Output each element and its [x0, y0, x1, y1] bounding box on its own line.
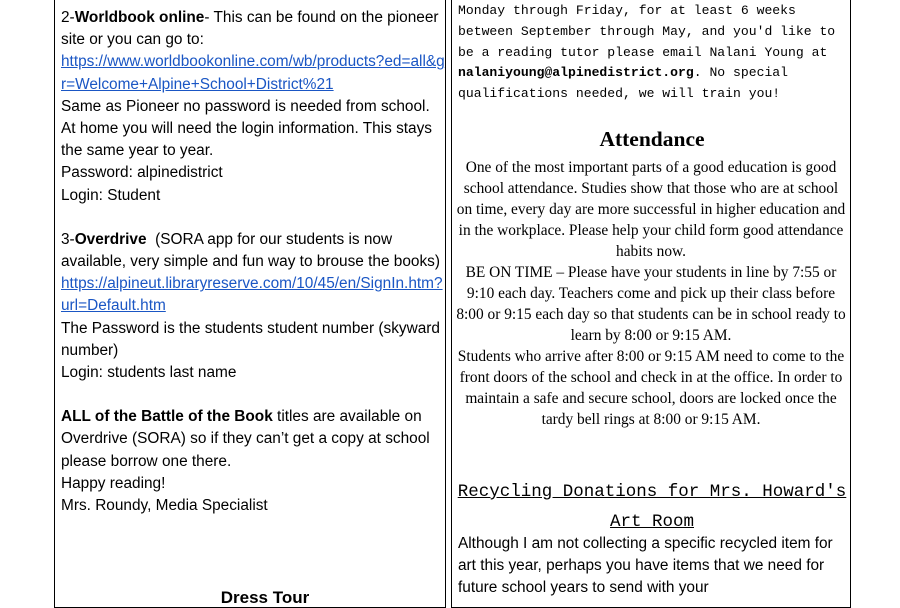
battle-of-books-note	[61, 406, 445, 473]
worldbook-number: 2-	[61, 9, 75, 26]
battle-of-books-bold: ALL of the Battle of the Book	[61, 408, 273, 426]
overdrive-link[interactable]: https://alpineut.libraryreserve.com/10/45/en/SignIn.htm?url=Default.htm	[61, 275, 443, 315]
right-column	[451, 0, 851, 608]
attendance-body	[456, 157, 846, 430]
worldbook-note-school: Same as Pioneer no password is needed from school.	[61, 97, 430, 115]
attendance-heading: Attendance	[599, 127, 705, 151]
worldbook-title: Worldbook online	[74, 9, 205, 26]
overdrive-intro	[61, 229, 445, 273]
worldbook-login: Login: Student	[61, 186, 161, 204]
library-resources-section	[61, 7, 445, 517]
attendance-paragraph-1: One of the most important parts of a good education is good school attendance. Studies show that those who are at school on time, every day are more successful in higher education and in the workplace. Please help your child form good attendance habits now.	[456, 159, 846, 260]
attendance-paragraph-3: Students who arrive after 8:00 or 9:15 AM need to come to the front doors of the school and check in at the office. In order to maintain a safe and secure school, doors are locked once the tardy bell rings at 8:00 or 9:15 AM.	[457, 348, 845, 428]
tutor-tail: . No special qualifications needed, we will train you!	[458, 65, 789, 102]
left-column	[54, 0, 446, 608]
next-section-heading: Dress Tour	[220, 588, 310, 607]
reading-tutor-paragraph	[458, 1, 850, 105]
overdrive-number: 3-	[61, 230, 75, 248]
worldbook-link[interactable]: https://www.worldbookonline.com/wb/products?ed=all&gr=Welcome+Alpine+School+District%21	[61, 53, 445, 93]
overdrive-intro-text: (SORA app for our students is now available, very simple and fun way to brouse the books)	[61, 230, 440, 271]
battle-of-books-rest: titles are available on Overdrive (SORA) so if they can’t get a copy at school please borrow one there.	[61, 408, 430, 470]
recycling-heading: Recycling Donations for Mrs. Howard's Art Room	[457, 482, 847, 532]
overdrive-login: Login: students last name	[61, 364, 237, 382]
overdrive-password: The Password is the students student number (skyward number)	[61, 319, 440, 359]
tutor-text: Monday through Friday, for at least 6 weeks between September through May, and you'd like to be a reading tutor please email Nalani Young at	[458, 3, 836, 60]
signature: Mrs. Roundy, Media Specialist	[61, 497, 268, 515]
worldbook-password: Password: alpinedistrict	[61, 164, 223, 182]
attendance-paragraph-2: BE ON TIME – Please have your students in line by 7:55 or 9:10 each day. Teachers come and pick up their class before 8:00 or 9:15 each day so that students can be in school ready to learn by 8:00 or 9:15 AM.	[456, 264, 846, 344]
worldbook-intro	[61, 7, 445, 51]
worldbook-note-home: At home you will need the login information. This stays the same year to year.	[61, 120, 432, 160]
overdrive-title: Overdrive	[74, 230, 147, 248]
closing-line: Happy reading!	[61, 474, 166, 492]
worldbook-intro-text: - This can be found on the pioneer site or you can go to:	[61, 9, 439, 49]
recycling-body: Although I am not collecting a specific recycled item for art this year, perhaps you have items that we need for future school years to send with your	[458, 535, 833, 597]
tutor-email: nalaniyoung@alpinedistrict.org	[458, 65, 694, 81]
